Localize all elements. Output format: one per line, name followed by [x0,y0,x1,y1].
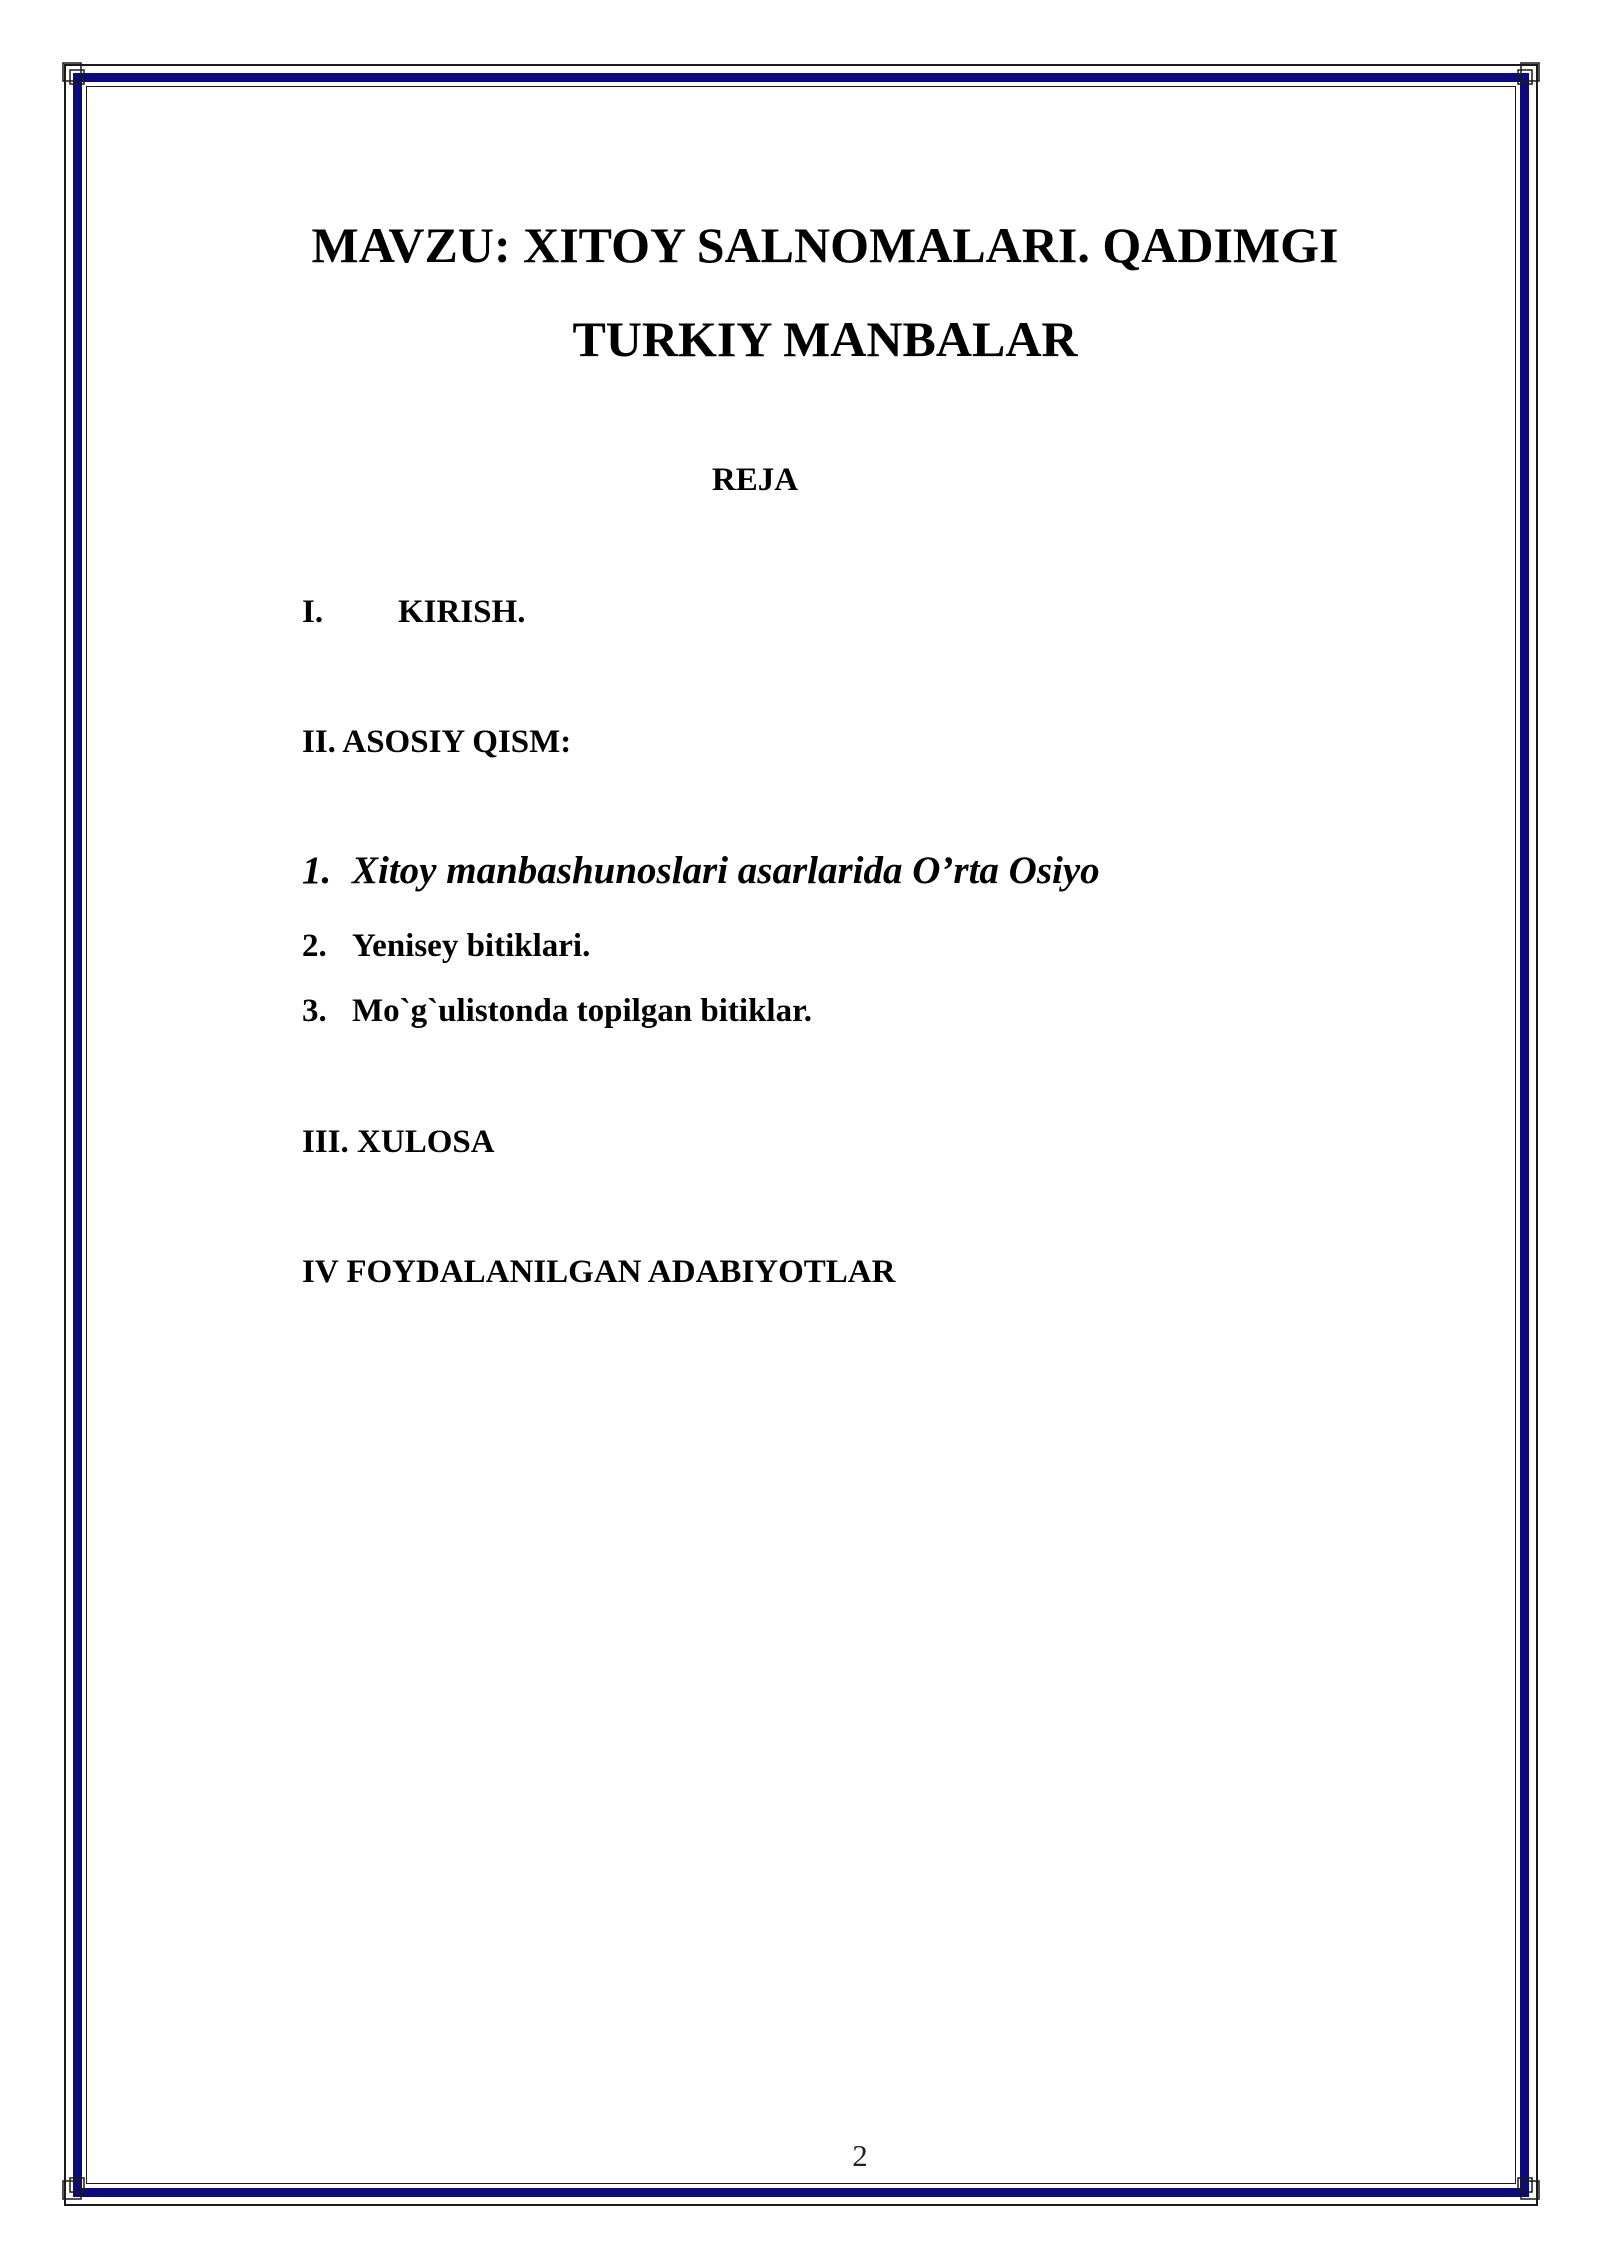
subitem-2-number: 2. [302,928,327,964]
corner-ornament-bottom-right [1510,2170,1540,2200]
section-number-intro: I. [302,594,324,630]
corner-ornament-bottom-left [62,2170,92,2200]
document-title-line2: TURKIY MANBALAR [572,311,1078,367]
subitem-1 [302,848,1100,893]
page-number: 2 [852,2138,868,2173]
document-title [180,198,1470,386]
subitem-1-label: Xitoy manbashunoslari asarlarida O’rta Osiyo [352,849,1100,892]
section-main-part: II. ASOSIY QISM: [302,724,572,760]
subitem-2 [302,928,590,965]
subitem-2-label: Yenisey bitiklari. [352,928,591,964]
corner-ornament-top-right [1510,62,1540,92]
subitem-3-number: 3. [302,993,327,1029]
document-title-line1: MAVZU: XITOY SALNOMALARI. QADIMGI [311,217,1339,273]
page-border-inner [86,86,1516,2184]
section-intro: KIRISH. [398,594,526,630]
subitem-3-label: Mo`g`ulistonda topilgan bitiklar. [352,993,812,1029]
plan-heading: REJA [711,462,799,498]
subitem-3 [302,993,812,1030]
section-references: IV FOYDALANILGAN ADABIYOTLAR [302,1254,896,1290]
subitem-1-number: 1. [302,849,332,892]
corner-ornament-top-left [62,62,92,92]
section-conclusion: III. XULOSA [302,1124,495,1160]
